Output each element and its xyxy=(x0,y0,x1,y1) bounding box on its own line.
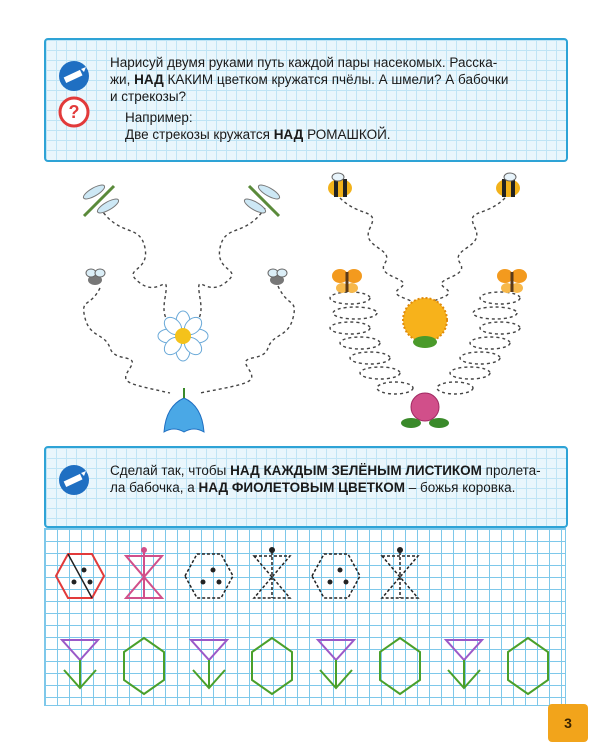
task1-line2-bold: НАД xyxy=(134,72,164,87)
example-label: Например: xyxy=(125,110,193,125)
task2-l2-pre: ла бабочка, а xyxy=(110,480,199,495)
question-icon xyxy=(58,96,90,128)
tulip-icon xyxy=(62,640,98,688)
bumblebee-icon xyxy=(496,173,520,197)
pattern-drawings xyxy=(44,528,564,704)
butterfly-icon xyxy=(332,269,362,293)
leaf-icon xyxy=(124,638,164,694)
butterfly-outline-icon xyxy=(254,547,290,598)
bumblebee-icon xyxy=(328,173,352,197)
task2-l1-bold: НАД КАЖДЫМ ЗЕЛЁНЫМ ЛИСТИКОМ xyxy=(230,463,482,478)
task1-text xyxy=(110,54,560,105)
pencil-icon xyxy=(58,60,90,92)
fly-icon xyxy=(86,269,105,285)
bellflower-icon xyxy=(164,388,204,432)
ladybug-icon xyxy=(185,554,233,598)
leaf-icon xyxy=(252,638,292,694)
task1-example xyxy=(125,109,555,143)
butterfly-icon xyxy=(497,269,527,293)
tulip-icon xyxy=(446,640,482,688)
butterfly-outline-icon xyxy=(126,547,162,598)
page-number: 3 xyxy=(548,704,588,742)
fly-icon xyxy=(268,269,287,285)
svg-text:?: ? xyxy=(68,102,80,122)
leaf-icon xyxy=(380,638,420,694)
butterfly-outline-icon xyxy=(382,547,418,598)
task2-l1-pre: Сделай так, чтобы xyxy=(110,463,231,478)
clover-icon xyxy=(401,393,449,428)
task1-line1: Нарисуй двумя руками путь каждой пары насекомых. Расска- xyxy=(110,55,498,70)
task2-text xyxy=(110,462,560,496)
task2-l2-post: – божья коровка. xyxy=(404,480,516,495)
pencil-icon xyxy=(58,464,90,496)
example-bold: НАД xyxy=(273,127,304,142)
task1-line2-post: КАКИМ цветком кружатся пчёлы. А шмели? А бабочки xyxy=(163,72,509,87)
tulip-icon xyxy=(318,640,354,688)
ladybug-icon xyxy=(312,554,360,598)
example-pre: Две стрекозы кружатся xyxy=(125,127,274,142)
chamomile-icon xyxy=(158,311,208,361)
ladybug-icon xyxy=(56,554,104,598)
insect-paths-illustration xyxy=(50,168,560,443)
task2-l2-bold: НАД ФИОЛЕТОВЫМ ЦВЕТКОМ xyxy=(198,480,405,495)
task2-l1-post: пролета- xyxy=(481,463,541,478)
task1-line3: и стрекозы? xyxy=(110,89,187,104)
dragonfly-icon xyxy=(243,183,282,216)
task1-line2-pre: жи, xyxy=(110,72,135,87)
tulip-icon xyxy=(191,640,227,688)
leaf-icon xyxy=(508,638,548,694)
example-post: РОМАШКОЙ. xyxy=(303,127,391,142)
dandelion-icon xyxy=(403,298,447,348)
dragonfly-icon xyxy=(82,183,121,216)
